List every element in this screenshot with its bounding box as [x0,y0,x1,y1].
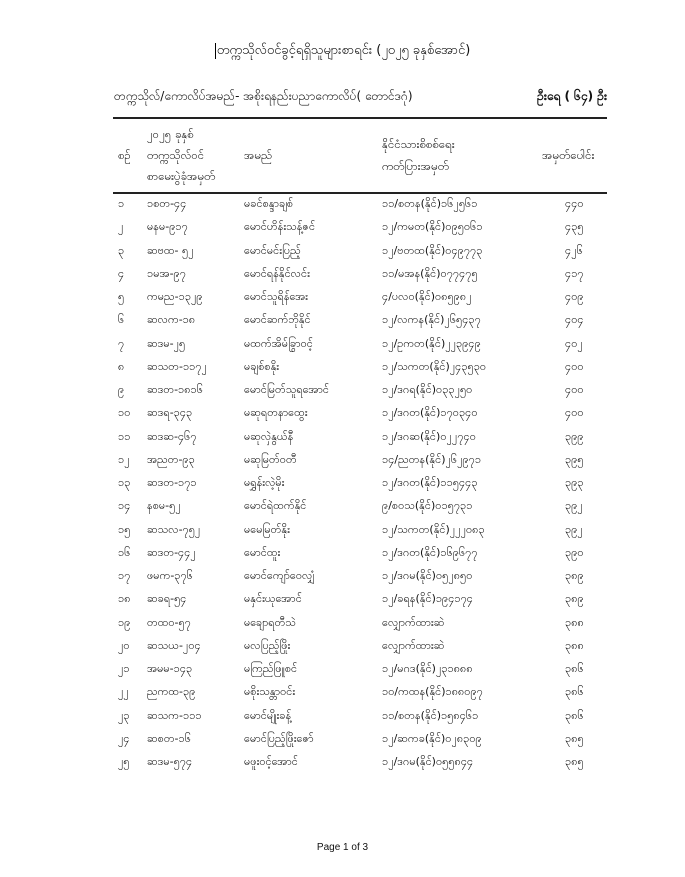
cell-exam-number: ၁စတ-၄၄ [147,197,187,210]
table-row [0,197,685,220]
cell-score: ၃၈၉ [565,569,584,582]
cell-exam-number: ဆသလ-၇၅၂ [147,522,201,536]
cell-name: မစိုးသန္တာဝင်း [244,685,296,699]
table-row [0,685,685,708]
cell-seq: ၁၈ [118,592,131,606]
cell-nrc: ၁၂/ဒဂတ(နိုင်)၁၇၀၃၄၀ [382,406,478,420]
table-row [0,709,685,732]
cell-score: ၄၀၄ [565,313,584,327]
cell-score: ၄၂၆ [565,243,583,257]
table-row [0,732,685,755]
table-row [0,383,685,406]
cell-score: ၃၈၈ [565,638,584,652]
cell-seq: ၉ [118,383,125,396]
cell-score: ၃၈၉ [565,592,584,606]
cell-nrc: ၁၂/ဒဂတ(နိုင်)၁၆၉၆၇၇ [382,545,478,559]
cell-seq: ၂၀ [118,638,130,652]
cell-nrc: ၁၀/ကထန(နိုင်)၁၈၈၀၉၇ [382,685,483,699]
cell-exam-number: ဆဒဆ-၄၆၇ [147,429,197,443]
table-row [0,592,685,615]
cell-nrc: ၁၂/ဗတထ(နိုင်)၀၄၉၇၇၃ [382,243,483,257]
cell-name: မောင်မျိုးခန့် [244,708,292,722]
cell-exam-number: ဆစတ-၁၆ [147,731,191,745]
cell-name: မောင်ဆက်ဘိုနိုင် [244,313,311,327]
cell-score: ၄၀၂ [565,336,583,350]
cell-score: ၄၀၀ [565,359,584,373]
title-text: တက္ကသိုလ်ဝင်ခွင့်ရရှိသူများစာရင်း (၂၀၂၅ ခုနှစ်အောင်) [216,43,471,58]
cell-name: မောင်ရန်နိုင်လင်း [244,266,310,280]
cell-name: မောင်ရဲထက်နိုင် [244,499,307,513]
document-title [0,42,685,61]
header-nrc-line2: ကတ်ပြားအမှတ် [382,159,449,173]
cell-seq: ၂၃ [118,708,130,722]
table-top-rule [113,117,607,119]
cell-seq: ၈ [118,359,125,373]
cell-exam-number: ဆလက-၁၈ [147,313,196,327]
cell-seq: ၁၉ [118,615,131,629]
table-row [0,406,685,429]
cell-exam-number: တထဝ-၅၇ [147,615,191,629]
cell-seq: ၂၅ [118,755,130,768]
table-row [0,755,685,778]
cell-score: ၄၄၀ [565,197,584,210]
cell-nrc: ၁၂/ဒဂမ(နိုင်)၀၅၂၈၅၀ [382,569,473,582]
table-row [0,453,685,476]
cell-nrc: ၁၂/မဂဒ(နိုင်)၂၃၁၈၈၈ [382,662,473,675]
cell-nrc: ၁၂/သကတ(နိုင်)၂၄၃၅၃၀ [382,359,487,373]
table-header-rule [113,192,607,194]
header-exam-line2: တက္ကသိုလ်ဝင် [147,148,205,162]
cell-nrc: ၄/ပလဝ(နိုင်)၀၈၅၉၈၂ [382,290,472,303]
header-score: အမှတ်ပေါင်း [542,148,595,162]
cell-seq: ၁၇ [118,569,131,582]
cell-score: ၄၀၀ [565,406,584,420]
header-exam-line3: စာမေးပွဲခုံအမှတ် [147,169,216,183]
cell-exam-number: ဆဒရ-၃၄၃ [147,406,193,420]
cell-seq: ၁၅ [118,522,131,536]
cell-nrc: ၁၁/စတန(နိုင်)၁၅၈၄၆၁ [382,708,479,722]
cell-seq: ၁၀ [118,406,131,420]
cell-score: ၃၉၃ [565,476,584,489]
cell-score: ၃၈၆ [565,708,584,722]
cell-score: ၃၉၀ [565,545,584,559]
cell-name: မောင်ပြည့်ဖြိုးဇော် [244,731,314,745]
cell-score: ၃၈၆ [565,662,584,675]
cell-score: ၃၈၅ [565,755,584,768]
table-row [0,546,685,569]
cell-exam-number: ဆသက-၁၁၁ [147,708,202,722]
cell-name: မောင်ကျော်ဝေလျှံ [244,569,315,582]
cell-score: ၃၉၉ [565,429,584,443]
cell-nrc: ၁၂/ခရန(နိုင်)၁၉၄၁၇၄ [382,592,473,606]
cell-score: ၄၃၅ [565,220,584,234]
cell-score: ၃၈၆ [565,685,584,699]
cell-nrc: ၁၄/ညတန(နိုင်)၂၆၂၉၇၁ [382,452,482,466]
cell-seq: ၆ [118,313,125,327]
table-row [0,569,685,592]
cell-nrc: လျှောက်ထားဆဲ [382,615,445,629]
cell-name: မဆုရတနာထွေး [244,406,308,420]
cell-name: မချစ်စနိုး [244,359,280,373]
cell-score: ၄၀၉ [565,290,584,303]
cell-score: ၄၀၀ [565,383,584,396]
cell-name: မခင်စန္ဒာချစ် [244,197,294,210]
cell-name: မောင်မင်းပြည့် [244,243,301,257]
student-count: ဦးရေ ( ၆၄) ဦး [537,89,607,103]
table-row [0,267,685,290]
cell-exam-number: ဆဒတ-၁၈၁၆ [147,383,203,396]
cell-exam-number: ဆဗထ- ၅၂ [147,243,194,257]
cell-nrc: ၉/စဝသ(နိုင်)၀၁၅၇၃၁ [382,499,473,513]
cell-exam-number: ကမည-၁၃၂၉ [147,290,203,303]
cell-nrc: ၁၁/စတန(နိုင်)၁၆၂၅၆၁ [382,197,478,210]
table-row [0,662,685,685]
cell-nrc: ၁၂/ဆကခ(နိုင်)၀၂၈၃၀၉ [382,731,482,745]
cell-name: မလပြည့်ဖြိုး [244,638,291,652]
page-number: Page 1 of 3 [316,842,369,853]
cell-name: မရွှန်းလဲ့မိုး [244,476,285,489]
cell-nrc: ၁၂/ဒဂရ(နိုင်)၀၃၃၂၅၀ [382,383,473,396]
table-row [0,220,685,243]
cell-score: ၃၈၅ [565,731,584,745]
cell-nrc: လျှောက်ထားဆဲ [382,638,445,652]
cell-seq: ၄ [118,266,125,280]
cell-seq: ၂ [118,220,124,234]
table-row [0,244,685,267]
cell-name: မောင်မြတ်သူရအောင် [244,383,329,396]
table-row [0,639,685,662]
cell-name: မဆုမြတ်ဝတီ [244,452,297,466]
cell-seq: ၁၂ [118,452,130,466]
cell-name: မောင်ထူး [244,545,281,559]
cell-score: ၃၉၅ [565,452,584,466]
cell-exam-number: ဆဒတ-၄၄၂ [147,545,196,559]
cell-exam-number: ဆခရ-၅၄ [147,592,187,606]
table-row [0,476,685,499]
cell-exam-number: ဖမက-၃၇၆ [147,569,193,582]
cell-exam-number: ညကထ-၃၉ [147,685,196,699]
table-row [0,430,685,453]
cell-score: ၃၈၈ [565,615,584,629]
cell-name: မမေမြတ်နိုး [244,522,290,536]
cell-seq: ၂၂ [118,685,129,699]
cell-name: မောင်သူရိန်အေး [244,290,308,303]
cell-name: မောင်ဟိန်းသန့်ဇင် [244,220,316,234]
table-row [0,499,685,522]
table-row [0,523,685,546]
cell-exam-number: ဆဒမ-၅၇၄ [147,755,193,768]
cell-seq: ၅ [118,290,125,303]
cell-seq: ၁၁ [118,429,131,443]
cell-nrc: ၁၂/လကန(နိုင်)၂၆၅၄၃၇ [382,313,481,327]
cell-exam-number: ဆဒတ-၁၇၁ [147,476,197,489]
cell-nrc: ၁၂/ဒဂတ(နိုင်)၁၁၅၄၄၃ [382,476,478,489]
cell-name: မထက်အိမ်ခြွာဝင့် [244,336,313,350]
cell-exam-number: မနမ-၉၁၇ [147,220,188,234]
cell-seq: ၁၆ [118,545,131,559]
cell-exam-number: အမမ-၁၄၃ [147,662,193,675]
header-name: အမည် [244,148,273,162]
cell-exam-number: ဆဒမ-၂၅ [147,336,186,350]
cell-nrc: ၁၂/ဒဂဆ(နိုင်)၀၂၂၇၄၀ [382,429,476,443]
cell-nrc: ၁၂/ဥကတ(နိုင်)၂၂၃၉၄၉ [382,336,481,350]
header-seq: စဉ် [118,148,131,162]
cell-score: ၃၉၂ [565,522,583,536]
cell-nrc: ၁၁/မအန(နိုင်)၀၇၇၄၇၅ [382,266,478,280]
table-row [0,616,685,639]
cell-seq: ၂၄ [118,731,130,745]
cell-nrc: ၁၂/ကမတ(နိုင်)၀၉၅၀၆၁ [382,220,483,234]
cell-seq: ၁ [118,197,125,210]
header-nrc-line1: နိုင်ငံသားစိစစ်ရေး [382,137,455,151]
cell-seq: ၃ [118,243,125,257]
text-cursor [215,43,216,59]
table-row [0,337,685,360]
college-name: တက္ကသိုလ်/ကောလိပ်အမည်- အစိုးရနည်းပညာကောလိပ်( တောင်ဒဂုံ) [114,89,413,103]
header-exam-line1: ၂၀၂၅ ခုနှစ် [147,127,194,141]
cell-name: မဖူးဝင့်အောင် [244,755,298,768]
table-row [0,290,685,313]
table-row [0,360,685,383]
cell-exam-number: ၁မအ-၉၇ [147,266,186,280]
cell-nrc: ၁၂/သကတ(နိုင်)၂၂၂၀၈၃ [382,522,485,536]
cell-exam-number: အညတ-၉၃ [147,452,195,466]
cell-seq: ၁၄ [118,499,131,513]
cell-score: ၃၉၂ [565,499,583,513]
cell-name: မနှင်းယုအောင် [244,592,302,606]
cell-score: ၄၁၇ [565,266,584,280]
cell-name: မချောရတီသဲ [244,615,296,629]
cell-nrc: ၁၂/ဒဂမ(နိုင်)၀၅၅၈၄၄ [382,755,474,768]
table-row [0,313,685,336]
cell-name: မဆုလှဲနွယ်နီ [244,429,294,443]
cell-seq: ၁၃ [118,476,131,489]
cell-exam-number: ဆသယ-၂၀၄ [147,638,201,652]
cell-seq: ၂၁ [118,662,130,675]
cell-exam-number: ဆသတ-၁၁၇၂ [147,359,207,373]
cell-name: မကြည်ဖြူစင် [244,662,298,675]
cell-seq: ၇ [118,336,125,350]
cell-exam-number: နစမ-၅၂ [147,499,181,513]
